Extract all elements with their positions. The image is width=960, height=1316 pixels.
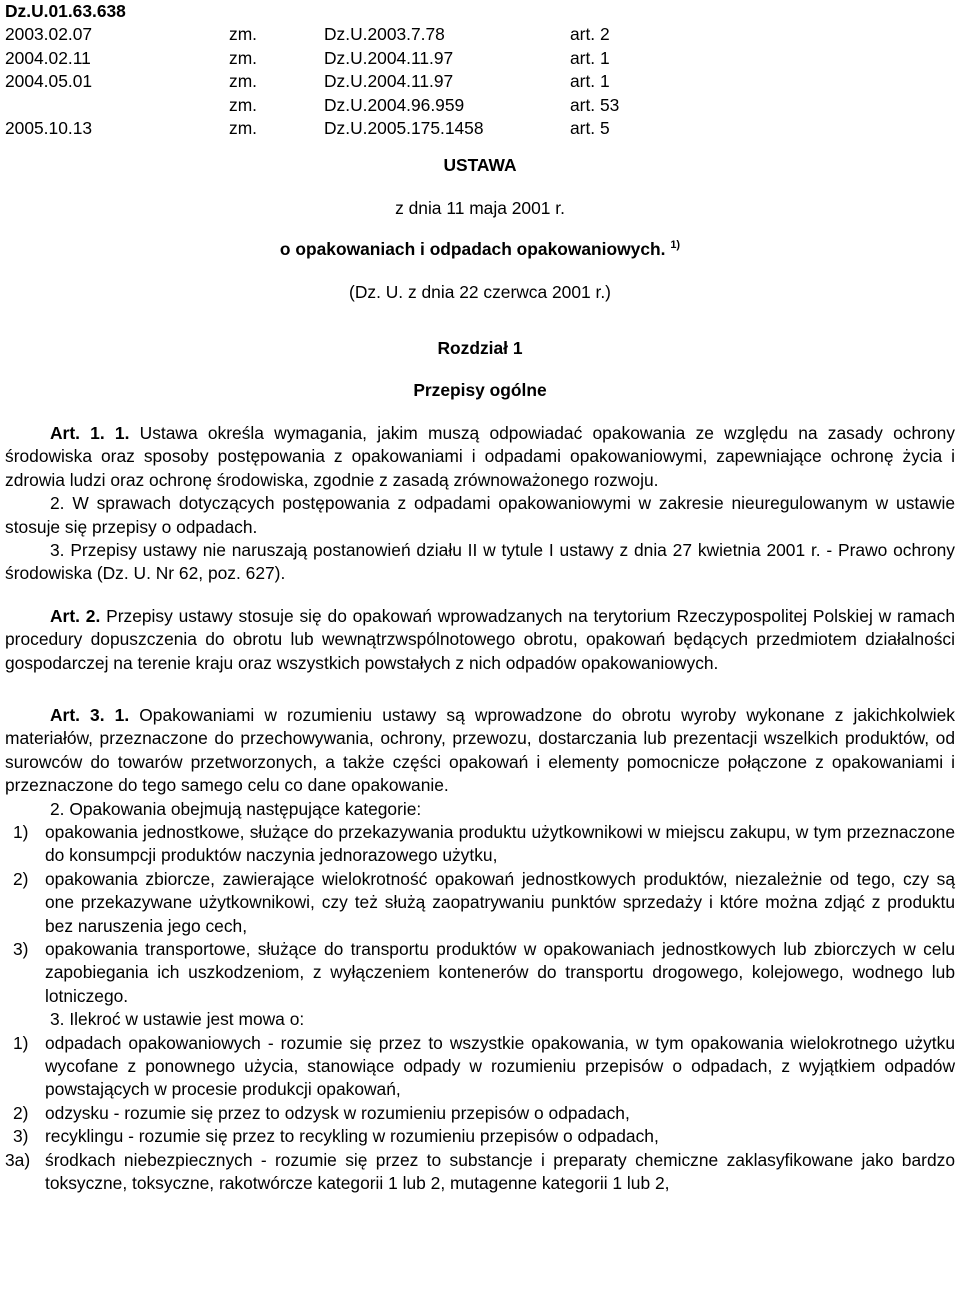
article-2	[5, 605, 955, 675]
list-item-text: odzysku - rozumie się przez to odzysk w rozumieniu przepisów o odpadach,	[45, 1102, 630, 1123]
list-item-text: odpadach opakowaniowych - rozumie się przez to wszystkie opakowania, w tym opakowania wielokrotnego użytku wycofane z ponownego użycia, stanowiące odpady w rozumieniu przepisów o odpadach, z wyjątkiem odpadów powstających w procesie produkcji opakowań,	[45, 1032, 955, 1100]
amendment-row	[5, 94, 955, 117]
article-1-label: Art. 1. 1.	[50, 422, 130, 443]
amendment-zm: zm.	[229, 71, 258, 92]
article-3-para-3: 3. Ilekroć w ustawie jest mowa o:	[50, 1009, 305, 1030]
amendment-zm: zm.	[229, 94, 258, 115]
article-1-para-3: 3. Przepisy ustawy nie naruszają postanowień działu II w tytule I ustawy z dnia 27 kwietnia 2001 r. - Prawo ochrony środowiska (Dz. U. Nr 62, poz. 627).	[5, 539, 955, 584]
amendment-art: art. 53	[570, 94, 620, 115]
amendment-row	[5, 47, 955, 70]
list-item-number: 2)	[13, 1102, 29, 1123]
act-title-text: o opakowaniach i odpadach opakowaniowych.	[279, 239, 666, 260]
amendment-ref: Dz.U.2004.96.959	[324, 94, 465, 115]
article-1-para-2: 2. W sprawach dotyczących postępowania z odpadami opakowaniowymi w zakresie nieuregulowanym w ustawie stosuje się przepisy o odpadach.	[5, 493, 955, 537]
amendment-date: 2004.05.01	[5, 71, 93, 92]
amendment-ref: Dz.U.2004.11.97	[324, 47, 454, 68]
list-item	[5, 1149, 955, 1196]
document	[5, 0, 955, 1195]
act-date: z dnia 11 maja 2001 r.	[395, 197, 565, 218]
act-title	[5, 238, 955, 261]
amendment-ref: Dz.U.2005.175.1458	[324, 118, 484, 139]
article-1-para-1-text: Ustawa określa wymagania, jakim muszą odpowiadać opakowania ze względu na zasady ochrony środowiska oraz sposoby postępowania z opakowaniami i odpadami opakowaniowymi, zapewniające ochronę życia i zdrowia ludzi oraz ochronę środowiska, zgodnie z zasadą zrównoważonego rozwoju.	[5, 422, 955, 490]
article-3-label: Art. 3. 1.	[50, 704, 130, 725]
list-item	[5, 1032, 955, 1102]
article-3-para-1-text: Opakowaniami w rozumieniu ustawy są wprowadzone do obrotu wyroby wykonane z jakichkolwiek materiałów, przeznaczone do przechowywania, ochrony, przewozu, dostarczania lub prezentacji wszelkich produktów, od surowców do towarów przetworzonych, a także części opakowań i elementy pomocnicze połączone z opakowaniami i przeznaczone do tego samego celu co dane opakowanie.	[5, 704, 955, 796]
list-item-text: opakowania jednostkowe, służące do przekazywania produktu użytkownikowi w miejscu zakupu, w tym przeznaczone do konsumpcji produktów naczynia jednorazowego użytku,	[45, 821, 955, 866]
list-item-number: 1)	[13, 1032, 29, 1053]
article-2-text: Przepisy ustawy stosuje się do opakowań wprowadzanych na terytorium Rzeczypospolitej Polskiej w ramach procedury dopuszczenia do obrotu lub wewnątrzwspólnotowego obrotu, opakowań będących przedmiotem działalności gospodarczej na terenie kraju oraz wszystkich powstałych z nich odpadów opakowaniowych.	[5, 605, 955, 673]
amendments-list	[5, 23, 955, 140]
amendment-date: 2005.10.13	[5, 118, 93, 139]
amendment-row	[5, 117, 955, 140]
amendment-zm: zm.	[229, 24, 258, 45]
list-item-text: środkach niebezpiecznych - rozumie się przez to substancje i preparaty chemiczne zaklasyfikowane jako bardzo toksyczne, toksyczne, rakotwórcze kategorii 1 lub 2, mutagenne kategorii 1 lub 2,	[45, 1149, 955, 1194]
amendment-date	[5, 94, 229, 117]
amendment-ref: Dz.U.2003.7.78	[324, 24, 445, 45]
article-3-para-3-list	[5, 1032, 955, 1196]
list-item	[5, 1125, 955, 1148]
footnote-mark: 1)	[670, 239, 681, 252]
list-item-text: opakowania transportowe, służące do transportu produktów w opakowaniach jednostkowych lub zbiorczych w celu zapobiegania ich uszkodzeniom, z wyłączeniem kontenerów do transportu drogowego, kolejowego, wodnego lub lotniczego.	[45, 939, 955, 1006]
amendment-zm: zm.	[229, 118, 258, 139]
list-item-number: 1)	[13, 821, 29, 842]
amendment-date: 2004.02.11	[5, 47, 91, 68]
amendment-art: art. 1	[570, 71, 610, 92]
list-item-text: recyklingu - rozumie się przez to recykling w rozumieniu przepisów o odpadach,	[45, 1126, 659, 1147]
article-1-para-1	[5, 422, 955, 492]
amendment-date: 2003.02.07	[5, 24, 93, 45]
list-item-number: 2)	[13, 868, 29, 889]
chapter-title: Przepisy ogólne	[413, 380, 547, 401]
list-item-text: opakowania zbiorcze, zawierające wielokrotność opakowań jednostkowych produktów, niezależnie od tego, czy są one przekazywane użytkownikowi, czy też służą zaopatrywaniu punktów sprzedaży i które można zdjąć z produktu bez naruszenia jego cech,	[45, 868, 955, 936]
act-publication: (Dz. U. z dnia 22 czerwca 2001 r.)	[349, 281, 611, 302]
amendment-row	[5, 70, 955, 93]
article-2-label: Art. 2.	[50, 605, 101, 626]
amendment-ref: Dz.U.2004.11.97	[324, 71, 454, 92]
article-3-para-2: 2. Opakowania obejmują następujące kategorie:	[50, 798, 422, 819]
amendment-zm: zm.	[229, 47, 258, 68]
amendment-art: art. 1	[570, 47, 610, 68]
amendment-row	[5, 23, 955, 46]
chapter-number: Rozdział 1	[437, 338, 523, 359]
list-item	[5, 868, 955, 938]
amendment-art: art. 2	[570, 24, 610, 45]
journal-reference: Dz.U.01.63.638	[5, 1, 126, 21]
list-item	[5, 938, 955, 1008]
list-item-number: 3)	[13, 939, 29, 959]
list-item-number: 3a)	[5, 1149, 31, 1170]
article-3-para-1	[5, 704, 955, 798]
list-item-number: 3)	[13, 1126, 29, 1147]
amendment-art: art. 5	[570, 118, 610, 139]
list-item	[5, 821, 955, 868]
article-3-para-2-list	[5, 821, 955, 1008]
list-item	[5, 1102, 955, 1125]
act-type: USTAWA	[443, 155, 517, 176]
